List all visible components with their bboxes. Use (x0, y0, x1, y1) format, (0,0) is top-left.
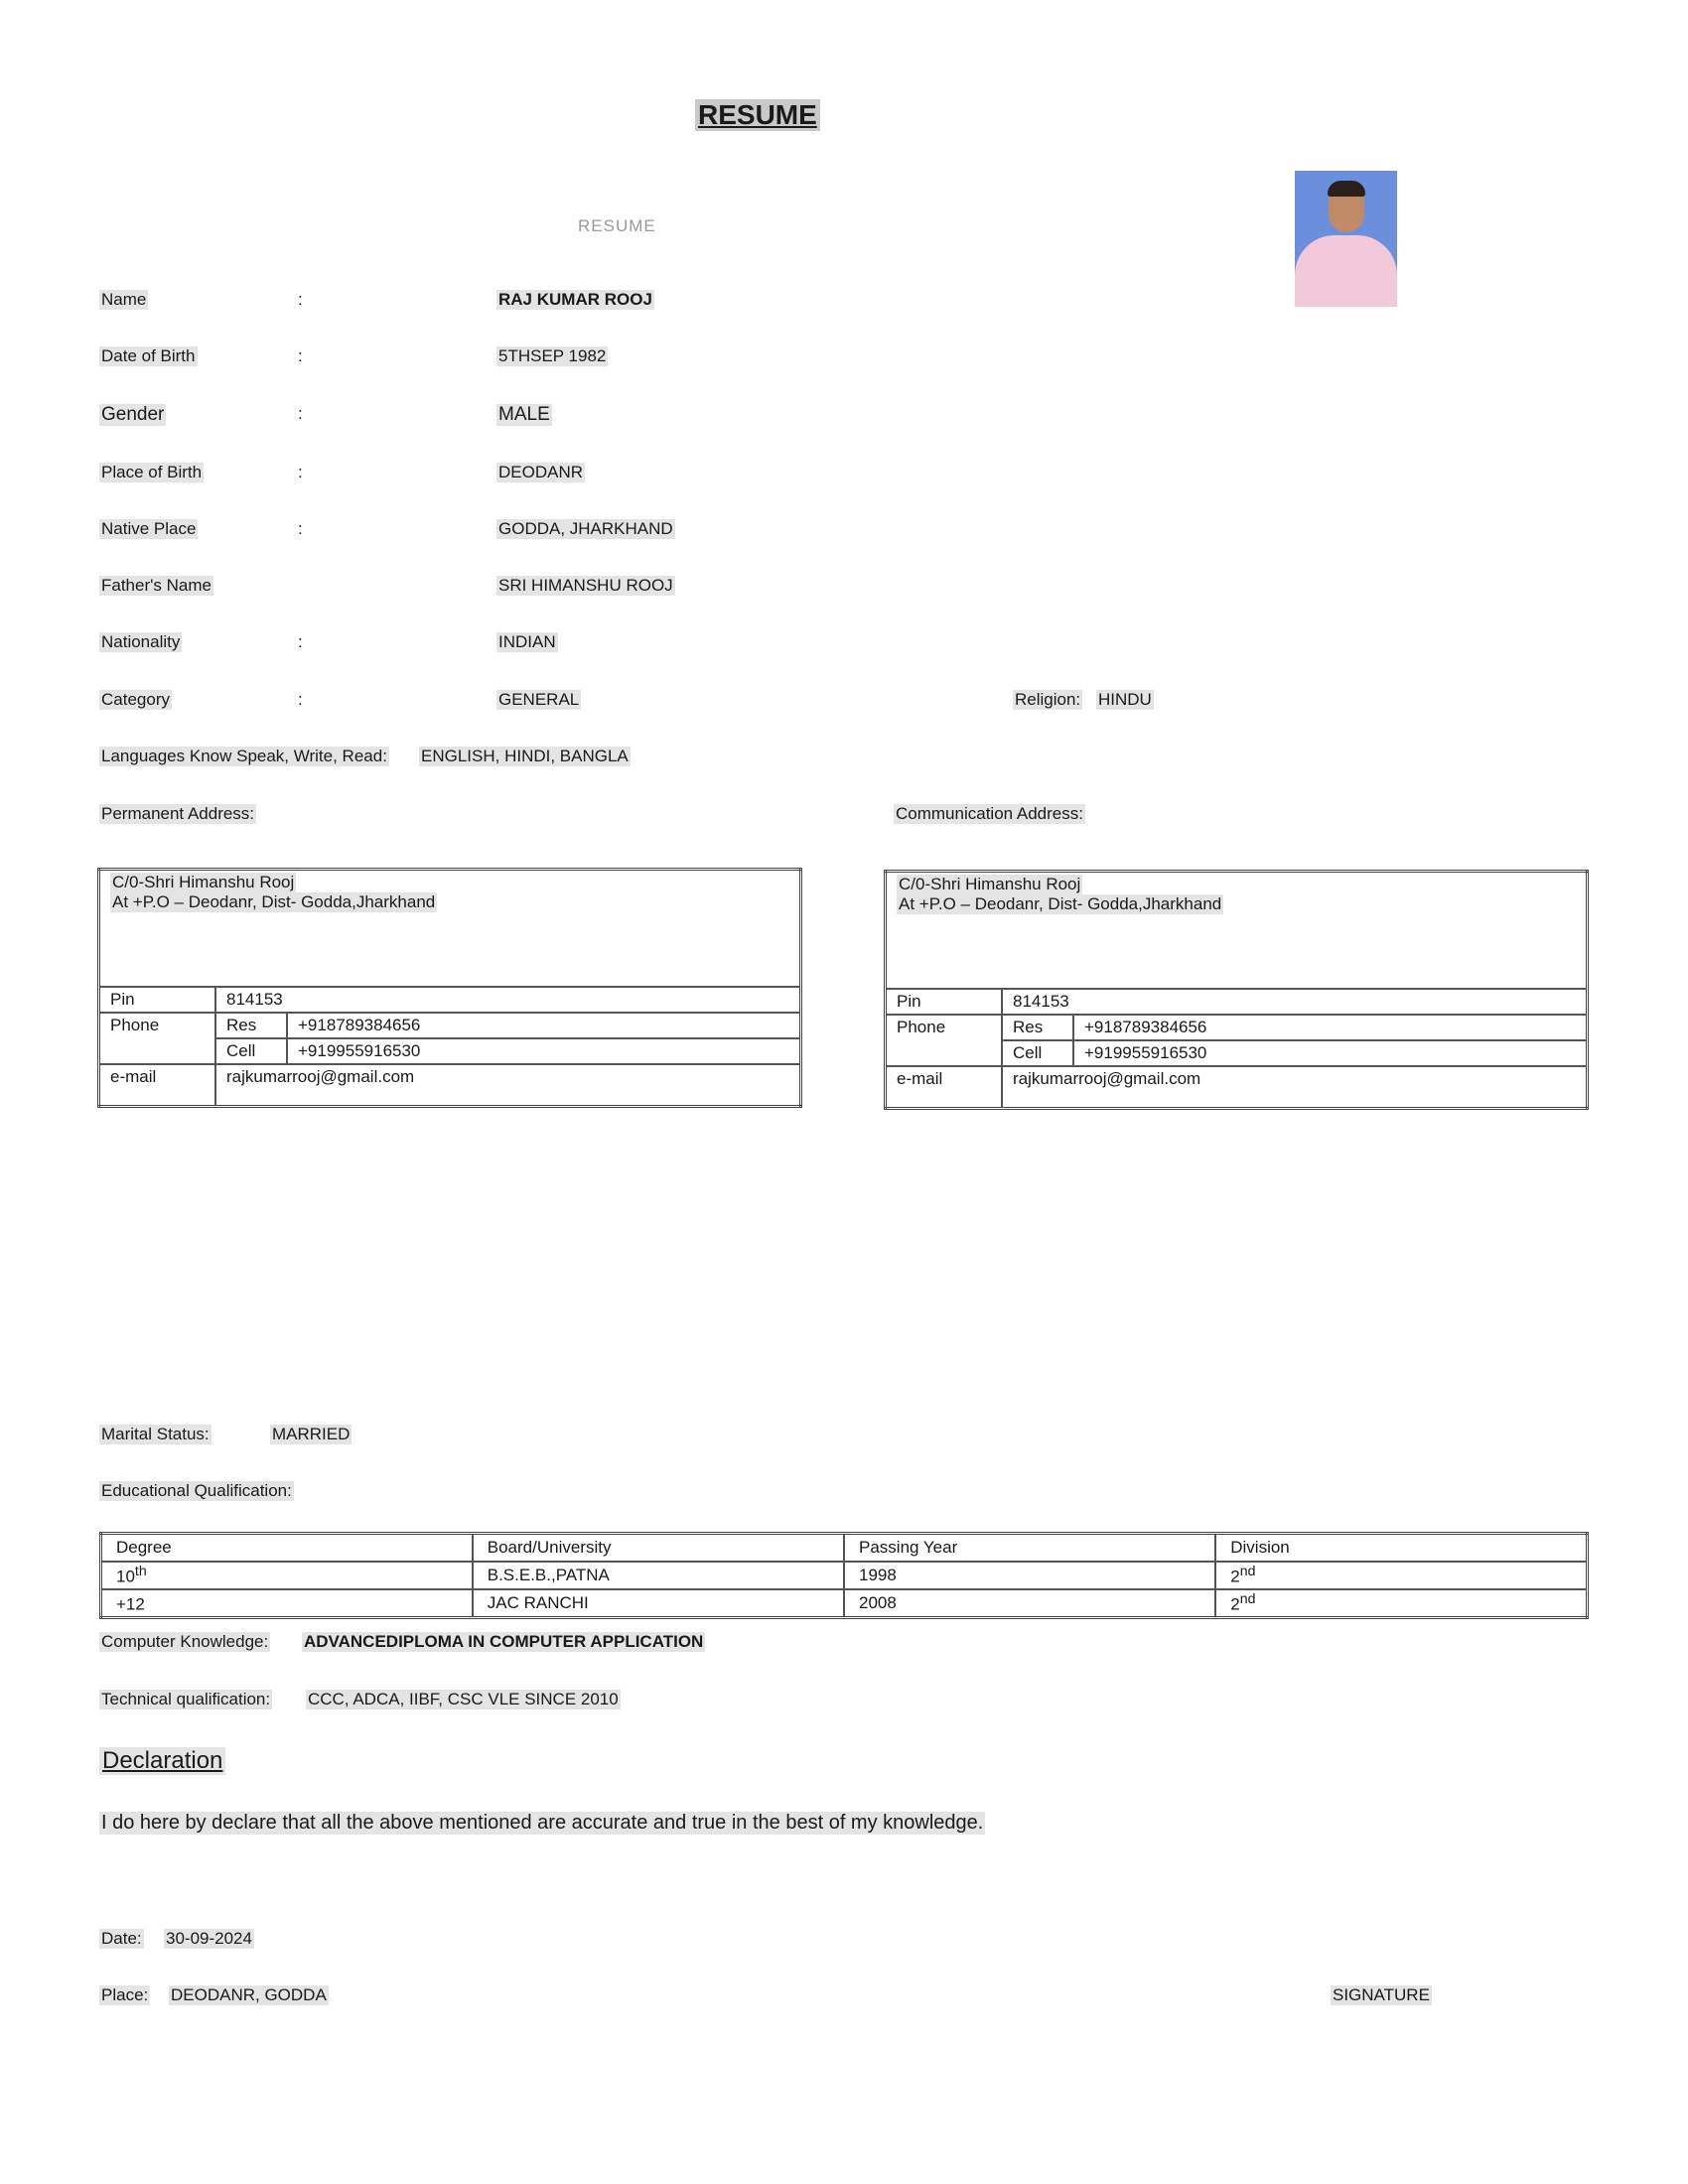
declaration-heading: Declaration (99, 1747, 225, 1775)
edu-header-board: Board/University (473, 1534, 844, 1563)
computer-label: Computer Knowledge: (101, 1632, 269, 1651)
edu-header-division: Division (1215, 1534, 1587, 1563)
permanent-pin-value: 814153 (215, 987, 801, 1013)
communication-pin-label: Pin (886, 989, 1003, 1015)
pob-label: Place of Birth (101, 463, 203, 481)
permanent-email-label: e-mail (99, 1064, 216, 1107)
category-label: Category (101, 690, 170, 709)
computer-value: ADVANCEDIPLOMA IN COMPUTER APPLICATION (304, 1632, 704, 1651)
edu-header-degree: Degree (101, 1534, 473, 1563)
communication-pin-value: 814153 (1002, 989, 1588, 1015)
education-header-row (101, 1534, 1588, 1563)
permanent-phone-label: Phone (99, 1013, 216, 1064)
profile-photo (1295, 171, 1397, 307)
signature-label: SIGNATURE (1333, 1985, 1430, 2004)
marital-label: Marital Status: (101, 1425, 210, 1443)
pob-colon: : (298, 463, 303, 481)
languages-value: ENGLISH, HINDI, BANGLA (421, 747, 629, 765)
edu-degree: +12 (101, 1589, 473, 1618)
dob-value: 5THSEP 1982 (498, 346, 607, 365)
permanent-pin-label: Pin (99, 987, 216, 1013)
native-value: GODDA, JHARKHAND (498, 519, 673, 538)
permanent-address-table (97, 868, 802, 1108)
edu-board: B.S.E.B.,PATNA (473, 1562, 844, 1589)
languages-label: Languages Know Speak, Write, Read: (101, 747, 387, 765)
edu-year: 1998 (844, 1562, 1215, 1589)
permanent-email-value: rajkumarrooj@gmail.com (215, 1064, 801, 1107)
communication-email-label: e-mail (886, 1066, 1003, 1109)
technical-label: Technical qualification: (101, 1690, 271, 1708)
communication-res-label: Res (1002, 1015, 1073, 1040)
technical-value: CCC, ADCA, IIBF, CSC VLE SINCE 2010 (308, 1690, 619, 1708)
pob-value: DEODANR (498, 463, 584, 481)
marital-value: MARRIED (272, 1425, 351, 1443)
communication-address-line1: C/0-Shri Himanshu Rooj (899, 875, 1081, 893)
table-row (101, 1589, 1588, 1618)
education-table (99, 1532, 1589, 1619)
table-row (101, 1562, 1588, 1589)
gender-label: Gender (101, 404, 165, 425)
name-label: Name (101, 290, 147, 309)
communication-email-value: rajkumarrooj@gmail.com (1002, 1066, 1588, 1109)
permanent-address-lines (99, 870, 801, 988)
edu-degree: 10th (101, 1562, 473, 1589)
communication-address-lines (886, 872, 1588, 990)
ghost-resume-heading: RESUME (578, 216, 656, 235)
resume-title: RESUME (695, 99, 820, 131)
communication-address-table (884, 870, 1589, 1110)
native-label: Native Place (101, 519, 197, 538)
permanent-cell-label: Cell (215, 1038, 287, 1064)
place-label: Place: (101, 1985, 149, 2004)
declaration-text: I do here by declare that all the above mentioned are accurate and true in the best of my knowledge. (101, 1812, 984, 1834)
date-label: Date: (101, 1929, 142, 1948)
native-colon: : (298, 519, 303, 538)
permanent-cell-value: +919955916530 (287, 1038, 801, 1064)
edu-header-year: Passing Year (844, 1534, 1215, 1563)
gender-value: MALE (498, 404, 550, 425)
father-value: SRI HIMANSHU ROOJ (498, 576, 673, 595)
communication-cell-label: Cell (1002, 1040, 1073, 1066)
permanent-address-line1: C/0-Shri Himanshu Rooj (112, 873, 295, 891)
communication-phone-label: Phone (886, 1015, 1003, 1066)
nationality-colon: : (298, 632, 303, 651)
name-colon: : (298, 290, 303, 309)
edu-board: JAC RANCHI (473, 1589, 844, 1618)
nationality-value: INDIAN (498, 632, 556, 651)
communication-cell-value: +919955916530 (1073, 1040, 1588, 1066)
permanent-address-heading: Permanent Address: (101, 804, 255, 823)
nationality-label: Nationality (101, 632, 181, 651)
permanent-res-label: Res (215, 1013, 287, 1038)
communication-address-line2: At +P.O – Deodanr, Dist- Godda,Jharkhand (899, 894, 1222, 913)
religion-value: HINDU (1098, 690, 1152, 709)
edu-division: 2nd (1215, 1562, 1587, 1589)
communication-address-heading: Communication Address: (896, 804, 1083, 823)
dob-label: Date of Birth (101, 346, 196, 365)
dob-colon: : (298, 346, 303, 365)
date-value: 30-09-2024 (166, 1929, 252, 1948)
permanent-address-line2: At +P.O – Deodanr, Dist- Godda,Jharkhand (112, 892, 436, 911)
father-label: Father's Name (101, 576, 211, 595)
religion-label: Religion: (1015, 690, 1081, 709)
category-colon: : (298, 690, 303, 709)
name-value: RAJ KUMAR ROOJ (498, 290, 652, 309)
edu-division: 2nd (1215, 1589, 1587, 1618)
gender-colon: : (298, 404, 303, 423)
education-heading: Educational Qualification: (101, 1481, 292, 1500)
place-value: DEODANR, GODDA (171, 1985, 327, 2004)
category-value: GENERAL (498, 690, 580, 709)
permanent-res-value: +918789384656 (287, 1013, 801, 1038)
edu-year: 2008 (844, 1589, 1215, 1618)
communication-res-value: +918789384656 (1073, 1015, 1588, 1040)
